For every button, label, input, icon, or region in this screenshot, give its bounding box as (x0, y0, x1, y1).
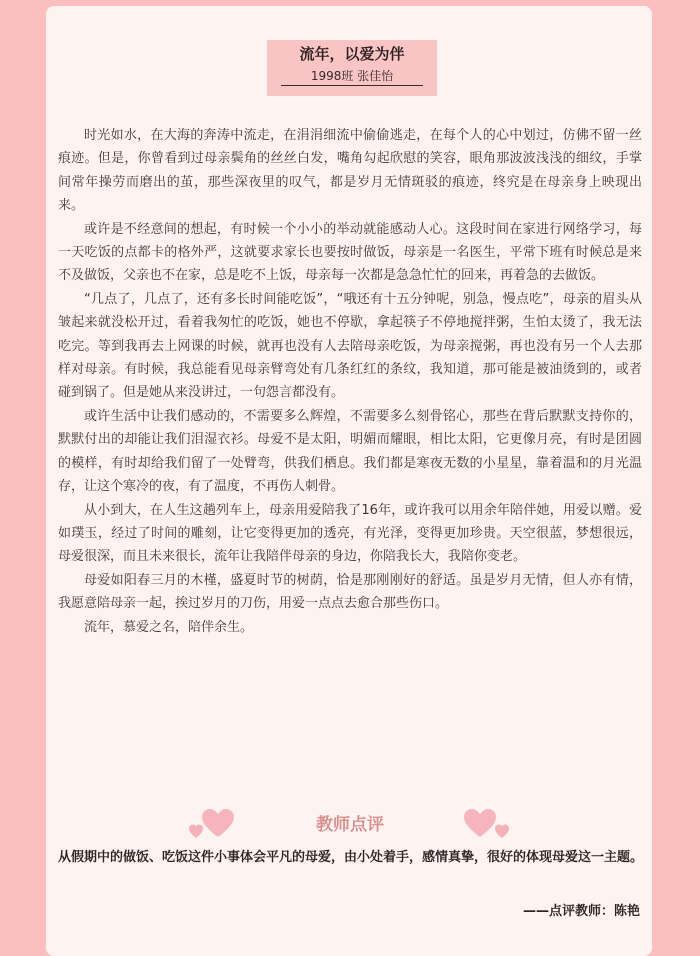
title-banner (267, 40, 437, 96)
review-header (0, 808, 700, 842)
paragraph: 流年，慕爱之名，陪伴余生。 (84, 619, 254, 635)
paragraph: 或许是不经意间的想起，有时候一个小小的举动就能感动人心。这段时间在家进行网络学习，每一天吃饭的点都卡的格外严，这就要求家长也要按时做饭，母亲是一名医生，平常下班有时候总是来不及做饭，父亲也不在家，总是吃不上饭，母亲每一次都是急急忙忙的回来，再着急的去做饭。 (58, 221, 642, 284)
essay-body (58, 124, 642, 639)
paragraph: 时光如水，在大海的奔涛中流走，在涓涓细流中偷偷逃走，在每个人的心中划过，仿佛不留一丝痕迹。但是，你曾看到过母亲鬓角的丝丝白发，嘴角勾起欣慰的笑容，眼角那波波浅浅的细纹，手掌间常年操劳而磨出的茧，那些深夜里的叹气，都是岁月无情斑驳的痕迹，终究是在母亲身上映现出来。 (58, 128, 642, 214)
paragraph: “几点了，几点了，还有多长时间能吃饭”，“哦还有十五分钟呢，别急，慢点吃”，母亲的眉头从皱起来就没松开过，看着我匆忙的吃饭，她也不停歇，拿起筷子不停地搅拌粥，生怕太烫了，我无法吃完。等到我再去上网课的时候，就再也没有人去陪母亲吃饭，为母亲搅粥，再也没有另一个人去那样对母亲。有时候，我总能看见母亲臂弯处有几条红红的条纹，我知道，那可能是被油烫到的，或者碰到锅了。但是她从来没讲过，一句怨言都没有。 (58, 291, 642, 401)
review-heading: 教师点评 (316, 815, 384, 835)
paragraph: 母爱如阳春三月的木槿，盛夏时节的树荫，恰是那刚刚好的舒适。虽是岁月无情，但人亦有情，我愿意陪母亲一起，挨过岁月的刀伤，用爱一点点去愈合那些伤口。 (58, 572, 642, 612)
paragraph: 从小到大，在人生这趟列车上，母亲用爱陪我了16年，或许我可以用余年陪伴她，用爱以赠。爱如璞玉，经过了时间的雕刻，让它变得更加的透亮，有光泽，变得更加珍贵。天空很蓝，梦想很远，母爱很深，而且未来很长，流年让我陪伴母亲的身边，你陪我长大，我陪你变老。 (58, 502, 642, 565)
essay-title: 流年，以爱为伴 (299, 45, 405, 63)
review-comment: 从假期中的做饭、吃饭这件小事体会平凡的母爱，由小处着手，感情真挚，很好的体现母爱这一主题。 (58, 850, 644, 865)
author-line: 1998班 张佳怡 (281, 68, 423, 86)
hearts-right-icon (464, 808, 510, 840)
review-signature: ——点评教师：陈艳 (522, 904, 640, 919)
paragraph: 或许生活中让我们感动的，不需要多么辉煌，不需要多么刻骨铭心，那些在背后默默支持你的，默默付出的却能让我们泪湿衣衫。母爱不是太阳，明媚而耀眼，相比太阳，它更像月亮，有时是团圆的模样，有时却给我们留了一处臂弯，供我们栖息。我们都是寒夜无数的小星星，靠着温和的月光温存，让这个寒冷的夜，有了温度，不再伤人刺骨。 (58, 408, 642, 495)
